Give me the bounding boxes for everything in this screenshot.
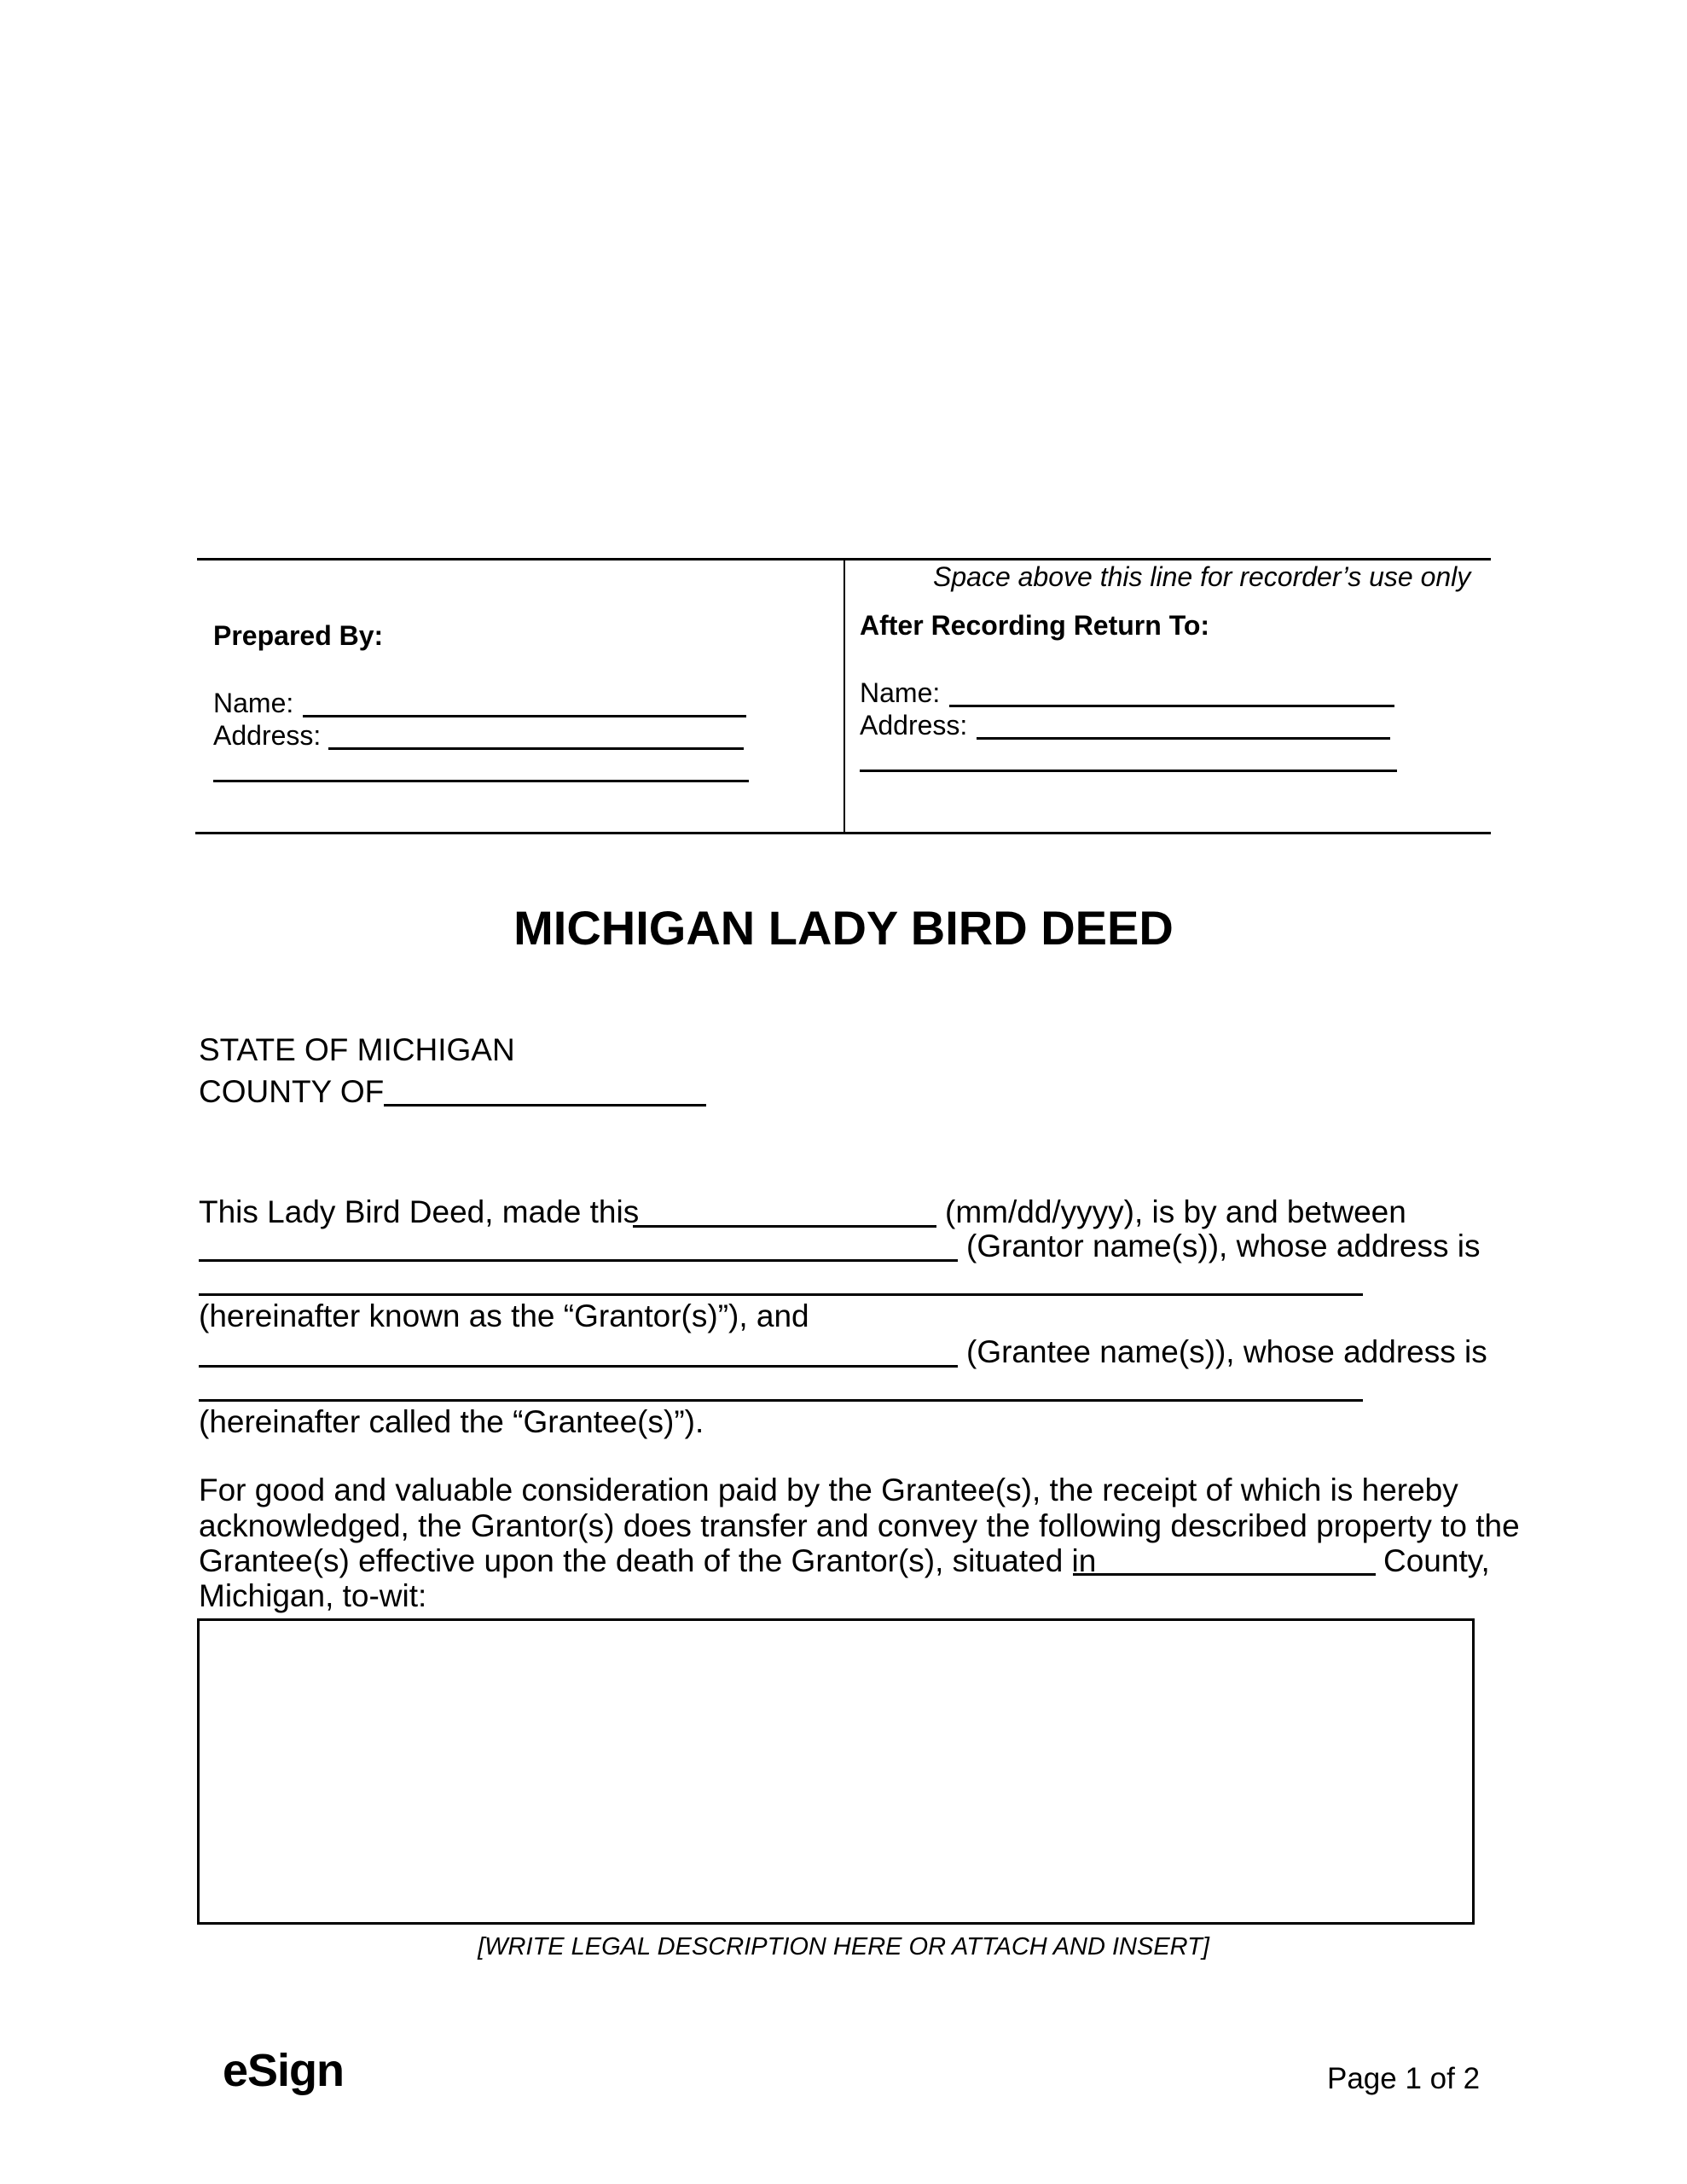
page-number: Page 1 of 2 <box>1327 2062 1481 2095</box>
grantee-address-field[interactable] <box>199 1367 1363 1402</box>
consideration-line3-post: County, <box>1383 1543 1490 1578</box>
consideration-line2: acknowledged, the Grantor(s) does transfer and convey the following described property to the <box>199 1508 1520 1543</box>
county-field[interactable] <box>384 1073 706 1107</box>
return-to-heading: After Recording Return To: <box>860 610 1210 641</box>
state-line: STATE OF MICHIGAN <box>199 1032 515 1067</box>
prepared-by-address-label: Address: <box>213 720 322 751</box>
deed-date-field[interactable] <box>633 1193 936 1228</box>
grantor-known-text: (hereinafter known as the “Grantor(s)”), and <box>199 1298 809 1333</box>
prepared-by-heading: Prepared By: <box>213 620 384 651</box>
consideration-line3-pre: Grantee(s) effective upon the death of the Grantor(s), situated in <box>199 1543 1097 1578</box>
return-to-address-field[interactable] <box>977 710 1390 740</box>
return-to-name-field[interactable] <box>949 677 1394 707</box>
prepared-by-name-row <box>213 689 293 717</box>
grantor-address-field[interactable] <box>199 1261 1363 1296</box>
return-to-name-label: Name: <box>860 677 941 708</box>
intro-part1: This Lady Bird Deed, made this <box>199 1194 640 1229</box>
legal-description-box[interactable] <box>197 1618 1475 1925</box>
grantor-name-field[interactable] <box>199 1227 958 1262</box>
recorder-note: Space above this line for recorder’s use only <box>933 561 1471 592</box>
consideration-line1: For good and valuable consideration paid by the Grantee(s), the receipt of which is hereby <box>199 1472 1458 1507</box>
intro-part2: (mm/dd/yyyy), is by and between <box>945 1194 1406 1229</box>
grantee-name-field[interactable] <box>199 1333 958 1368</box>
prepared-by-address-line2-field[interactable] <box>213 752 749 782</box>
property-county-field[interactable] <box>1073 1542 1376 1576</box>
prepared-by-name-field[interactable] <box>303 688 746 717</box>
grantee-called-text: (hereinafter called the “Grantee(s)”). <box>199 1404 704 1439</box>
grantee-suffix: (Grantee name(s)), whose address is <box>966 1334 1487 1369</box>
grantor-suffix: (Grantor name(s)), whose address is <box>966 1228 1481 1263</box>
esign-logo: eSign <box>223 2045 345 2096</box>
document-title: MICHIGAN LADY BIRD DEED <box>513 901 1174 955</box>
legal-description-caption: [WRITE LEGAL DESCRIPTION HERE OR ATTACH AND INSERT] <box>478 1933 1209 1960</box>
return-to-address-label: Address: <box>860 710 968 741</box>
consideration-line4: Michigan, to-wit: <box>199 1578 427 1613</box>
recorder-divider <box>844 560 845 833</box>
county-label: COUNTY OF <box>199 1074 385 1109</box>
prepared-by-address-field[interactable] <box>328 720 744 750</box>
return-to-address-line2-field[interactable] <box>860 742 1397 772</box>
prepared-by-name-label: Name: <box>213 688 294 718</box>
